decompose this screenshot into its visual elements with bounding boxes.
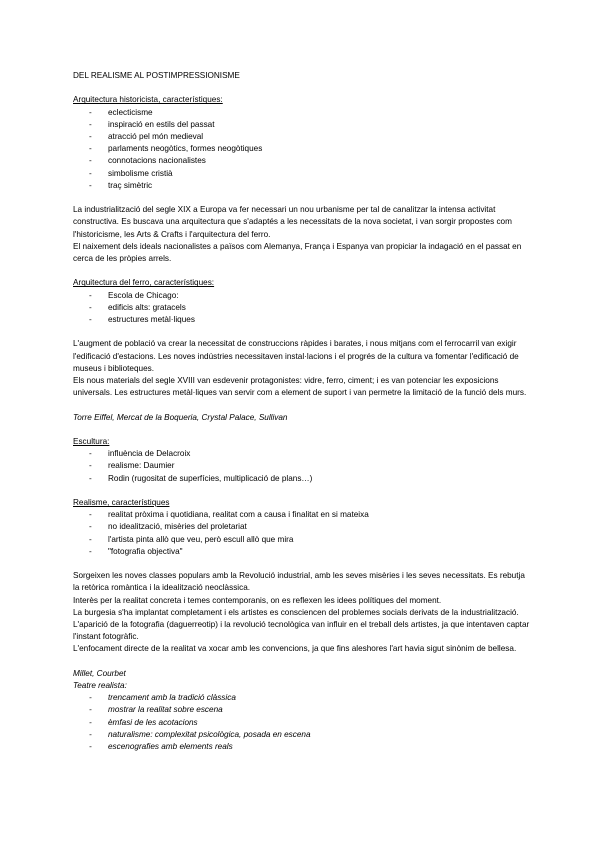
examples-text: Millet, Courbet	[73, 668, 126, 678]
paragraph: L'augment de població va crear la necessitat de construccions ràpides i barates, i nous mitjans com el ferrocarril van exigir l'edificació d'estacions. Les noves indústries necessitaven instal·lacions i el progrés de la cultura va fomentar l'edificació de museus i biblioteques.	[73, 339, 519, 373]
spacer	[73, 399, 533, 411]
paragraph: L'enfocament directe de la realitat va xocar amb les convencions, ja que fins aleshores l'art havia sigut sinònim de bellesa.	[73, 644, 517, 654]
list-item: - èmfasi de les acotacions	[73, 717, 533, 729]
list-item: - realitat pròxima i quotidiana, realitat com a causa i finalitat en si mateixa	[73, 509, 533, 521]
section-heading-historicist: Arquitectura historicista, característiques:	[73, 95, 223, 105]
list-item: - mostrar la realitat sobre escena	[73, 704, 533, 716]
paragraph: Els nous materials del segle XVIII van esdevenir protagonistes: vidre, ferro, ciment; i es van potenciar les exposicions universals. Les estructures metàl·liques van servir com a element de suport i van permetre la limitació de la funció dels murs.	[73, 376, 527, 398]
examples-text: Torre Eiffel, Mercat de la Boqueria, Crystal Palace, Sullivan	[73, 412, 288, 422]
theatre-list	[73, 692, 533, 753]
list-item: - Escola de Chicago:	[73, 290, 533, 302]
spacer	[73, 265, 533, 277]
list-item: - trencament amb la tradició clàssica	[73, 692, 533, 704]
list-item: - naturalisme: complexitat psicològica, posada en escena	[73, 729, 533, 741]
paragraph: La burgesia s'ha implantat completament i els artistes es consciencen del problemes socials derivats de la industrialització. L'aparició de la fotografia (daguerreotip) i la revolució tecnològica van influir en el treball dels artistes, ja que intentaven captar l'instant fotogràfic.	[73, 607, 530, 642]
paragraph: La industrialització del segle XIX a Europa va fer necessari un nou urbanisme per tal de canalitzar la intensa activitat constructiva. Es buscava una arquitectura que s'adaptés a les necessitats de la nova societat, i van sorgir propostes com l'historicisme, les Arts & Crafts i l'arquitectura del ferro.	[73, 205, 512, 239]
iron-list	[73, 290, 533, 327]
theatre-heading: Teatre realista:	[73, 681, 127, 691]
paragraph: Sorgeixen les noves classes populars amb la Revolució industrial, amb les seves misèries i les seves necessitats. Es rebutja la retòrica romàntica i la idealització neoclàssica.	[73, 571, 525, 593]
list-item: - edificis alts: gratacels	[73, 302, 533, 314]
paragraph: Interès per la realitat concreta i temes contemporanis, on es reflexen les idees polítiques del moment.	[73, 595, 442, 605]
list-item: - estructures metàl·liques	[73, 314, 533, 326]
historicist-list	[73, 107, 533, 192]
realism-list	[73, 509, 533, 558]
paragraph: El naixement dels ideals nacionalistes a països com Alemanya, França i Espanya van propiciar la indagació en el passat en cerca de les pròpies arrels.	[73, 241, 522, 264]
sculpture-list	[73, 448, 533, 485]
list-item: - inspiració en estils del passat	[73, 119, 533, 131]
document-body	[73, 70, 533, 753]
document-title: DEL REALISME AL POSTIMPRESSIONISME	[73, 71, 240, 80]
list-item: - Rodin (rugositat de superfícies, multiplicació de plans…)	[73, 473, 533, 485]
spacer	[73, 326, 533, 338]
section-heading-iron: Arquitectura del ferro, característiques:	[73, 278, 215, 288]
list-item: - escenografies amb elements reals	[73, 741, 533, 753]
list-item: - no idealització, misèries del proletariat	[73, 521, 533, 533]
list-item: - traç simètric	[73, 180, 533, 192]
list-item: - influència de Delacroix	[73, 448, 533, 460]
section-heading-realism: Realisme, característiques	[73, 498, 170, 507]
spacer	[73, 485, 533, 497]
list-item: - l'artista pinta allò que veu, però escull allò que mira	[73, 534, 533, 546]
spacer	[73, 192, 533, 204]
section-heading-sculpture: Escultura:	[73, 437, 110, 446]
list-item: - eclecticisme	[73, 107, 533, 119]
list-item: - parlaments neogòtics, formes neogòtiques	[73, 143, 533, 155]
spacer	[73, 656, 533, 668]
list-item: - simbolisme cristià	[73, 168, 533, 180]
list-item: - realisme: Daumier	[73, 460, 533, 472]
list-item: - connotacions nacionalistes	[73, 155, 533, 167]
list-item: - "fotografia objectiva"	[73, 546, 533, 558]
list-item: - atracció pel món medieval	[73, 131, 533, 143]
spacer	[73, 424, 533, 436]
spacer	[73, 558, 533, 570]
